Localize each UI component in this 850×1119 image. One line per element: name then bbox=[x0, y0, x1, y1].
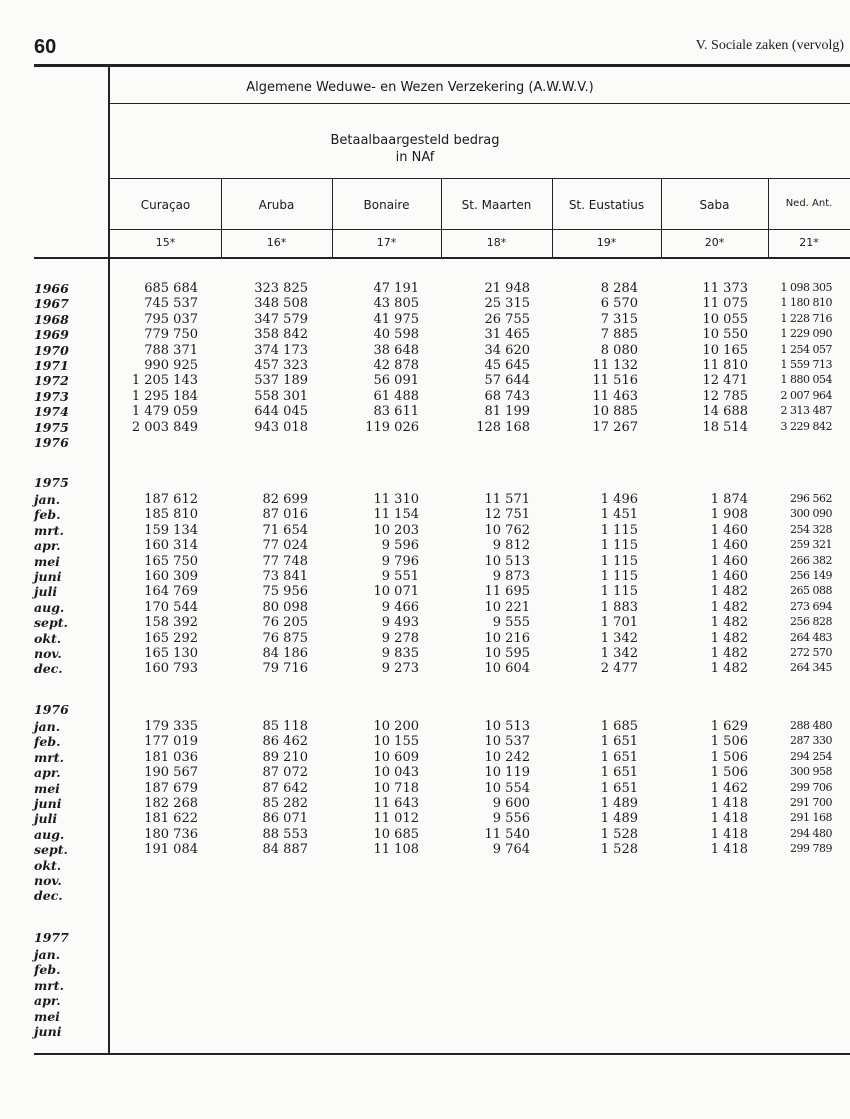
table-cell: 10 885 bbox=[592, 404, 638, 420]
table-cell: 45 645 bbox=[484, 358, 530, 373]
table-cell: 87 016 bbox=[262, 507, 308, 523]
table-cell: 1 489 bbox=[600, 796, 638, 811]
row-label: mrt. bbox=[34, 522, 64, 538]
table-cell: 272 570 bbox=[790, 646, 832, 659]
table-cell: 85 118 bbox=[262, 719, 308, 734]
table-cell: 11 075 bbox=[702, 296, 748, 312]
column-header-name: St. Eustatius bbox=[568, 198, 645, 212]
row-label: mrt. bbox=[34, 977, 64, 993]
table-cell: 9 596 bbox=[381, 538, 419, 554]
table-cell: 1 629 bbox=[710, 719, 748, 734]
table-cell: 10 155 bbox=[373, 734, 419, 750]
table-cell: 47 191 bbox=[373, 281, 419, 296]
table-cell: 10 242 bbox=[484, 749, 530, 765]
table-cell: 558 301 bbox=[254, 388, 308, 404]
table-cell: 1 482 bbox=[710, 599, 748, 615]
table-cell: 10 071 bbox=[373, 584, 419, 600]
table-cell: 1 342 bbox=[600, 630, 638, 646]
table-cell: 779 750 bbox=[144, 327, 198, 343]
table-cell: 9 873 bbox=[492, 569, 530, 584]
column-header-code: 16* bbox=[266, 236, 287, 249]
row-label: juli bbox=[34, 584, 58, 600]
top-rule bbox=[34, 64, 850, 67]
table-cell: 10 595 bbox=[484, 646, 530, 661]
table-cell: 1 482 bbox=[710, 630, 748, 646]
table-cell: 179 335 bbox=[144, 719, 198, 734]
row-label: okt. bbox=[34, 857, 62, 873]
table-cell: 9 278 bbox=[381, 630, 419, 646]
table-cell: 89 210 bbox=[262, 749, 308, 765]
column-header-name: Ned. Ant. bbox=[785, 198, 833, 209]
table-cell: 294 254 bbox=[790, 749, 832, 763]
table-cell: 1 651 bbox=[600, 734, 638, 750]
table-cell: 18 514 bbox=[702, 419, 748, 435]
table-cell: 2 007 964 bbox=[780, 388, 832, 402]
row-label: sept. bbox=[34, 842, 68, 858]
table-cell: 1 115 bbox=[600, 522, 638, 538]
table-cell: 11 810 bbox=[702, 358, 748, 373]
table-cell: 259 321 bbox=[790, 538, 832, 552]
table-cell: 191 084 bbox=[144, 842, 198, 858]
table-cell: 177 019 bbox=[144, 734, 198, 750]
table-cell: 11 310 bbox=[373, 492, 419, 507]
table-cell: 71 654 bbox=[262, 522, 308, 538]
table-cell: 11 373 bbox=[702, 281, 748, 296]
row-label: juli bbox=[34, 811, 58, 827]
table-title: Algemene Weduwe- en Wezen Verzekering (A.W.W.V.) bbox=[246, 80, 594, 95]
table-cell: 299 706 bbox=[790, 780, 832, 794]
table-cell: 75 956 bbox=[262, 584, 308, 600]
subtitle-line2: in NAf bbox=[395, 150, 435, 165]
table-cell: 1 528 bbox=[600, 826, 638, 842]
table-cell: 12 785 bbox=[702, 388, 748, 404]
row-label: feb. bbox=[34, 962, 61, 978]
table-cell: 1 479 059 bbox=[131, 404, 198, 420]
table-cell: 14 688 bbox=[702, 404, 748, 420]
table-cell: 1 115 bbox=[600, 538, 638, 554]
row-label: mei bbox=[34, 1008, 60, 1024]
rule bbox=[110, 103, 850, 104]
row-label: 1974 bbox=[34, 404, 69, 420]
row-label: dec. bbox=[34, 661, 63, 677]
table-cell: 182 268 bbox=[144, 796, 198, 811]
row-label: juni bbox=[34, 569, 62, 584]
table-cell: 87 642 bbox=[262, 780, 308, 796]
column-header-code: 18* bbox=[486, 236, 507, 249]
table-cell: 170 544 bbox=[144, 599, 198, 615]
table-cell: 11 132 bbox=[592, 358, 638, 373]
table-cell: 745 537 bbox=[144, 296, 198, 312]
table-cell: 7 315 bbox=[600, 311, 638, 327]
table-cell: 287 330 bbox=[790, 734, 832, 748]
table-cell: 160 793 bbox=[144, 661, 198, 677]
table-cell: 10 055 bbox=[702, 311, 748, 327]
table-cell: 348 508 bbox=[254, 296, 308, 312]
row-label: 1969 bbox=[34, 327, 69, 343]
table-cell: 1 482 bbox=[710, 615, 748, 631]
table-cell: 291 168 bbox=[790, 811, 832, 825]
table-cell: 1 460 bbox=[710, 553, 748, 569]
column-header-code: 15* bbox=[155, 236, 176, 249]
table-cell: 1 559 713 bbox=[780, 358, 832, 371]
column-header-code: 21* bbox=[799, 236, 819, 249]
table-cell: 11 643 bbox=[373, 796, 419, 811]
table-cell: 1 528 bbox=[600, 842, 638, 858]
stub-divider bbox=[108, 67, 110, 1053]
table-cell: 1 489 bbox=[600, 811, 638, 827]
table-cell: 7 885 bbox=[600, 327, 638, 343]
row-label: feb. bbox=[34, 734, 61, 750]
table-cell: 181 036 bbox=[144, 749, 198, 765]
table-cell: 34 620 bbox=[484, 342, 530, 358]
table-cell: 25 315 bbox=[484, 296, 530, 312]
row-label: apr. bbox=[34, 993, 61, 1009]
table-cell: 1 883 bbox=[600, 599, 638, 615]
table-cell: 795 037 bbox=[144, 311, 198, 327]
table-cell: 1 482 bbox=[710, 661, 748, 677]
row-label: 1976 bbox=[34, 435, 69, 450]
table-cell: 990 925 bbox=[144, 358, 198, 373]
running-head: V. Sociale zaken (vervolg) bbox=[695, 38, 844, 53]
table-cell: 21 948 bbox=[484, 281, 530, 296]
row-label: mrt. bbox=[34, 749, 64, 765]
row-label: sept. bbox=[34, 615, 68, 631]
table-cell: 1 496 bbox=[600, 492, 638, 507]
row-label: dec. bbox=[34, 888, 63, 904]
table-cell: 10 718 bbox=[373, 780, 419, 796]
row-label: 1966 bbox=[34, 281, 69, 296]
table-cell: 26 755 bbox=[484, 311, 530, 327]
table-cell: 8 284 bbox=[600, 281, 638, 296]
table-cell: 31 465 bbox=[484, 327, 530, 343]
table-cell: 88 553 bbox=[262, 826, 308, 842]
table-cell: 323 825 bbox=[254, 281, 308, 296]
table-cell: 1 115 bbox=[600, 569, 638, 584]
table-cell: 1 451 bbox=[600, 507, 638, 523]
table-cell: 1 229 090 bbox=[780, 327, 832, 341]
table-cell: 1 205 143 bbox=[131, 373, 198, 389]
table-cell: 644 045 bbox=[254, 404, 308, 420]
table-cell: 9 555 bbox=[492, 615, 530, 631]
table-cell: 10 550 bbox=[702, 327, 748, 343]
table-cell: 82 699 bbox=[262, 492, 308, 507]
table-cell: 187 612 bbox=[144, 492, 198, 507]
table-cell: 11 012 bbox=[373, 811, 419, 827]
row-label: apr. bbox=[34, 765, 61, 781]
row-label: 1972 bbox=[34, 373, 69, 389]
table-cell: 81 199 bbox=[484, 404, 530, 420]
table-cell: 266 382 bbox=[790, 553, 832, 567]
column-header-name: Saba bbox=[699, 198, 730, 212]
row-label: mei bbox=[34, 780, 60, 796]
table-cell: 9 466 bbox=[381, 599, 419, 615]
table-cell: 76 205 bbox=[262, 615, 308, 631]
table-cell: 1 254 057 bbox=[780, 342, 832, 356]
table-cell: 10 200 bbox=[373, 719, 419, 734]
column-header-name: Aruba bbox=[258, 198, 295, 212]
table-cell: 158 392 bbox=[144, 615, 198, 631]
table-cell: 1 506 bbox=[710, 749, 748, 765]
row-label: okt. bbox=[34, 630, 62, 646]
row-label: feb. bbox=[34, 507, 61, 523]
table-cell: 165 292 bbox=[144, 630, 198, 646]
table-cell: 87 072 bbox=[262, 765, 308, 781]
table-cell: 11 571 bbox=[484, 492, 530, 507]
table-cell: 1 115 bbox=[600, 584, 638, 600]
table-cell: 43 805 bbox=[373, 296, 419, 312]
table-cell: 165 130 bbox=[144, 646, 198, 661]
table-cell: 11 463 bbox=[592, 388, 638, 404]
table-cell: 1 418 bbox=[710, 811, 748, 827]
table-cell: 9 493 bbox=[381, 615, 419, 631]
table-cell: 12 471 bbox=[702, 373, 748, 389]
row-label: aug. bbox=[34, 599, 65, 615]
table-cell: 296 562 bbox=[790, 492, 832, 505]
column-header-code: 17* bbox=[376, 236, 397, 249]
table-cell: 84 887 bbox=[262, 842, 308, 858]
table-cell: 40 598 bbox=[373, 327, 419, 343]
table-cell: 9 796 bbox=[381, 553, 419, 569]
table-cell: 10 165 bbox=[702, 342, 748, 358]
table-cell: 128 168 bbox=[476, 419, 530, 435]
row-label: nov. bbox=[34, 646, 62, 661]
table-cell: 1 460 bbox=[710, 538, 748, 554]
table-cell: 1 685 bbox=[600, 719, 638, 734]
table-cell: 256 149 bbox=[790, 569, 832, 582]
table-cell: 11 540 bbox=[484, 826, 530, 842]
table-cell: 38 648 bbox=[373, 342, 419, 358]
table-cell: 685 684 bbox=[144, 281, 198, 296]
column-header-code: 20* bbox=[704, 236, 725, 249]
table-cell: 2 313 487 bbox=[780, 404, 832, 418]
table-cell: 1 651 bbox=[600, 780, 638, 796]
table-cell: 9 764 bbox=[492, 842, 530, 858]
table-cell: 2 477 bbox=[600, 661, 638, 677]
table-cell: 1 506 bbox=[710, 765, 748, 781]
table-cell: 41 975 bbox=[373, 311, 419, 327]
table-cell: 788 371 bbox=[144, 342, 198, 358]
table-cell: 300 090 bbox=[790, 507, 832, 521]
table-cell: 1 418 bbox=[710, 842, 748, 858]
table-cell: 73 841 bbox=[262, 569, 308, 584]
table-cell: 1 462 bbox=[710, 780, 748, 796]
table-cell: 11 154 bbox=[373, 507, 419, 523]
table-cell: 299 789 bbox=[790, 842, 832, 856]
table-cell: 11 108 bbox=[373, 842, 419, 858]
row-label: 1973 bbox=[34, 388, 69, 404]
table-cell: 10 554 bbox=[484, 780, 530, 796]
table-cell: 265 088 bbox=[790, 584, 832, 598]
table-cell: 79 716 bbox=[262, 661, 308, 677]
table-cell: 61 488 bbox=[373, 388, 419, 404]
table-cell: 10 203 bbox=[373, 522, 419, 538]
table-cell: 3 229 842 bbox=[780, 419, 832, 433]
table-cell: 1 460 bbox=[710, 522, 748, 538]
row-label: aug. bbox=[34, 826, 65, 842]
table-cell: 10 609 bbox=[373, 749, 419, 765]
table-cell: 119 026 bbox=[365, 419, 419, 435]
table-cell: 347 579 bbox=[254, 311, 308, 327]
row-label: 1967 bbox=[34, 296, 69, 312]
table-cell: 1 482 bbox=[710, 584, 748, 600]
table-cell: 9 556 bbox=[492, 811, 530, 827]
row-label: apr. bbox=[34, 538, 61, 554]
table-cell: 86 071 bbox=[262, 811, 308, 827]
table-cell: 288 480 bbox=[790, 719, 832, 732]
table-cell: 1 295 184 bbox=[131, 388, 198, 404]
year-label: 1976 bbox=[34, 702, 69, 717]
column-header-code: 19* bbox=[596, 236, 617, 249]
table-cell: 1 228 716 bbox=[780, 311, 832, 325]
table-cell: 1 701 bbox=[600, 615, 638, 631]
table-cell: 80 098 bbox=[262, 599, 308, 615]
table-cell: 1 908 bbox=[710, 507, 748, 523]
table-cell: 9 835 bbox=[381, 646, 419, 661]
row-label: jan. bbox=[34, 947, 61, 962]
table-cell: 457 323 bbox=[254, 358, 308, 373]
table-cell: 83 611 bbox=[373, 404, 419, 420]
row-label: mei bbox=[34, 553, 60, 569]
table-cell: 165 750 bbox=[144, 553, 198, 569]
table-cell: 56 091 bbox=[373, 373, 419, 389]
table-cell: 1 506 bbox=[710, 734, 748, 750]
table-cell: 185 810 bbox=[144, 507, 198, 523]
table-cell: 9 600 bbox=[492, 796, 530, 811]
column-header-name: St. Maarten bbox=[461, 198, 532, 212]
table-cell: 264 345 bbox=[790, 661, 832, 675]
table-cell: 537 189 bbox=[254, 373, 308, 389]
table-cell: 12 751 bbox=[484, 507, 530, 523]
table-cell: 1 098 305 bbox=[780, 281, 832, 294]
table-cell: 68 743 bbox=[484, 388, 530, 404]
table-cell: 273 694 bbox=[790, 599, 832, 613]
table-cell: 8 080 bbox=[600, 342, 638, 358]
subtitle-line1: Betaalbaargesteld bedrag bbox=[330, 133, 500, 148]
table-cell: 1 460 bbox=[710, 569, 748, 584]
table-cell: 181 622 bbox=[144, 811, 198, 827]
table-cell: 42 878 bbox=[373, 358, 419, 373]
column-header-name: Curaçao bbox=[140, 198, 191, 212]
row-label: nov. bbox=[34, 873, 62, 888]
table-cell: 9 812 bbox=[492, 538, 530, 554]
table-cell: 187 679 bbox=[144, 780, 198, 796]
table-cell: 160 309 bbox=[144, 569, 198, 584]
row-label: 1970 bbox=[34, 342, 69, 358]
table-cell: 10 043 bbox=[373, 765, 419, 781]
page-number: 60 bbox=[34, 36, 57, 58]
row-label: 1968 bbox=[34, 311, 69, 327]
table-cell: 180 736 bbox=[144, 826, 198, 842]
table-cell: 943 018 bbox=[254, 419, 308, 435]
bottom-rule bbox=[34, 1053, 850, 1055]
table-cell: 1 342 bbox=[600, 646, 638, 661]
row-label: 1971 bbox=[34, 358, 69, 373]
table-cell: 77 748 bbox=[262, 553, 308, 569]
table-cell: 57 644 bbox=[484, 373, 530, 389]
table-cell: 1 880 054 bbox=[780, 373, 832, 387]
row-label: jan. bbox=[34, 719, 61, 734]
table-cell: 10 216 bbox=[484, 630, 530, 646]
table-cell: 164 769 bbox=[144, 584, 198, 600]
row-label: juni bbox=[34, 796, 62, 811]
table-cell: 6 570 bbox=[600, 296, 638, 312]
table-cell: 160 314 bbox=[144, 538, 198, 554]
row-label: jan. bbox=[34, 492, 61, 507]
column-header-name: Bonaire bbox=[363, 198, 410, 212]
row-label: 1975 bbox=[34, 419, 69, 435]
table-cell: 358 842 bbox=[254, 327, 308, 343]
table-cell: 1 180 810 bbox=[780, 296, 832, 310]
table-cell: 1 418 bbox=[710, 796, 748, 811]
table-cell: 85 282 bbox=[262, 796, 308, 811]
table-cell: 1 651 bbox=[600, 765, 638, 781]
header-bottom-rule bbox=[34, 257, 850, 259]
table-cell: 10 537 bbox=[484, 734, 530, 750]
table-cell: 11 695 bbox=[484, 584, 530, 600]
year-label: 1977 bbox=[34, 930, 69, 945]
table-cell: 17 267 bbox=[592, 419, 638, 435]
table-cell: 77 024 bbox=[262, 538, 308, 554]
year-label: 1975 bbox=[34, 475, 69, 490]
table-cell: 10 119 bbox=[484, 765, 530, 781]
table-cell: 254 328 bbox=[790, 522, 832, 536]
table-cell: 10 513 bbox=[484, 553, 530, 569]
table-cell: 76 875 bbox=[262, 630, 308, 646]
table-cell: 11 516 bbox=[592, 373, 638, 389]
table-cell: 10 513 bbox=[484, 719, 530, 734]
table-cell: 374 173 bbox=[254, 342, 308, 358]
table-cell: 9 551 bbox=[381, 569, 419, 584]
row-label: juni bbox=[34, 1024, 62, 1039]
table-cell: 294 480 bbox=[790, 826, 832, 840]
table-cell: 1 482 bbox=[710, 646, 748, 661]
table-cell: 264 483 bbox=[790, 630, 832, 644]
table-cell: 84 186 bbox=[262, 646, 308, 661]
table-cell: 86 462 bbox=[262, 734, 308, 750]
table-cell: 1 115 bbox=[600, 553, 638, 569]
table-cell: 159 134 bbox=[144, 522, 198, 538]
table-cell: 1 418 bbox=[710, 826, 748, 842]
table-cell: 190 567 bbox=[144, 765, 198, 781]
table-cell: 9 273 bbox=[381, 661, 419, 677]
table-cell: 2 003 849 bbox=[131, 419, 198, 435]
table-cell: 10 762 bbox=[484, 522, 530, 538]
table-cell: 291 700 bbox=[790, 796, 832, 809]
table-cell: 256 828 bbox=[790, 615, 832, 629]
table-cell: 10 604 bbox=[484, 661, 530, 677]
table-cell: 10 685 bbox=[373, 826, 419, 842]
table-cell: 1 651 bbox=[600, 749, 638, 765]
table-cell: 300 958 bbox=[790, 765, 832, 779]
table-cell: 1 874 bbox=[710, 492, 748, 507]
table-cell: 10 221 bbox=[484, 599, 530, 615]
